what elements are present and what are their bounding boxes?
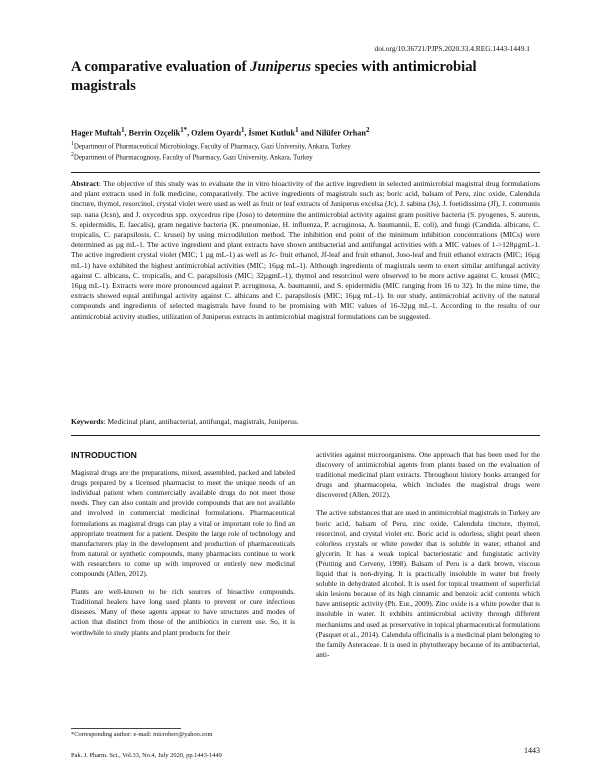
affiliation-mark: 1: [71, 141, 74, 147]
author-name: Ozlem Oyardı: [191, 128, 241, 138]
affiliation-text: Department of Pharmaceutical Microbiology, Faculty of Pharmacy, Gazi University, Ankara, Turkey: [73, 143, 351, 151]
title-suffix: species with antimicrobial magistrals: [71, 59, 477, 94]
body-column-left: [71, 450, 295, 646]
affiliation-text: Department of Pharmacognosy, Faculty of Pharmacy, Gazi University, Ankara, Turkey: [73, 154, 313, 162]
doi-header[interactable]: doi.org/10.36721/PJPS.2020.33.4.REG.1443-1449.1: [374, 44, 530, 53]
author-list: Hager Muftah$^1$, Berrin Ozçelik$^{1*}$, Ozlem Oyardı$^1$, İsmet Kutluk$^1$ and Nilüfer Orhan$^2$: [71, 127, 370, 138]
abstract-text: : The objective of this study was to evaluate the in vitro bioactivity of the active ingredient in selected antimicrobial magistral drug formulations and plant extracts used in folk medicine, comparatively. The active ingredients of magistrals such as; boric acid, balsam of Peru, zinc oxide, Calendula tincture, thymol, resorcinol, crystal violet were used as well as fruit or leaf extracts of Juniperus excelsa (Jc), J. sabina (Js), J. foetidissima (Jf), J. communis ssp. nana (Jcsn), and J. oxycedrus spp. oxycedrus ripe (Joso) to determine the antimicrobial activity against gram positive bacteria (S. pyogenes, S. aureus, S. epidermidis, E. faecalis), gram negative bacteria (K. pneumoniae, H. influenza, P. acruginosa, A. baumannii, E. coli), and fungi (Candida. albicans, C. tropicalis, C. parapsilosis, C. krusei) by using microdilution method. The inhibition end point of the minimum inhibition concentrations (MICs) were determined as µg mL-1. The active ingredient and plant extracts have shown antibacterial and antifungal activities with a MIC values of 1->128µgmL-1. The active ingredient crystal violet (MIC; 1 µg mL-1) as well as Jc- fruit ethanol, Jf-leaf and fruit ethanol, Joso-leaf and fruit ethanol extracts (MIC; 16µg mL-1) have exhibited the highest antimicrobial activities (MIC; 16µg mL-1). Although ingredients of magistrals seem to exert similar antifungal activity against C. albicans, C. tropicalis, and C. parapsilosis (MIC; 32µgmL-1), thymol and resorcinol were observed to be more active against C. krusei (MIC; 16µg mL-1). Extracts were more pronounced against P. acruginosa, A. baumannii, and S. epidermidis (MIC ranging from 16 to 32). In the mine time, the extracts showed equal antifungal activity against C. albicans and C. parapsilosis (MIC; 16µg mL-1). In our study, antimicrobial activity of the natural compounds and ingredients of selected magistrals have found to be promising with MIC values of 16-32µg mL-1. According to the results of our antimicrobial activity studies, utilization of Juniperus extracts in antimicrobial magistral formulations can be suggested.: [71, 179, 540, 321]
section-heading: INTRODUCTION: [71, 450, 137, 460]
journal-citation: Pak. J. Pharm. Sci., Vol.33, No.4, July 2020, pp.1443-1449: [71, 752, 222, 759]
paragraph: Plants are well-known to be rich sources of bioactive compounds. Traditional healers have long used plants to prevent or cure infectious diseases. Many of these agents appear to have structures and modes of action that distinct from those of the antibiotics in current use. So, it is worthwhile to study plants and plant products for their: [71, 587, 295, 637]
keywords-label: Keywords: [71, 417, 104, 426]
author-name: Berrin Ozçelik: [128, 128, 181, 138]
paragraph: Magistral drugs are the preparations, mixed, assembled, packed and labeled drugs prepared by a licensed pharmacist to meet the unique needs of an individual patient when commercially available drugs do not meet those needs. They can also contain and provide compounds that are not available and involved in commercial medicinal formulations. Pharmaceutical formulations as magistral drugs can play a vital or important role to find an appropriate treatment for a patient. Despite the large role of technology and manufacturers play in the development and production of pharmaceuticals from natural or synthetic compounds, many pharmacists continue to work with researchers to come up with improved or entirely new medicinal compounds (Allen, 2012).: [71, 468, 295, 579]
author-name: Hager Muftah: [71, 128, 122, 138]
affiliation: [71, 141, 351, 150]
body-column-right: [316, 450, 540, 668]
author-affiliation-mark: 2: [365, 127, 370, 134]
keywords: [71, 417, 540, 426]
corresponding-author-footnote: *Corresponding author: e-mail: microberr@yahoo.com: [71, 731, 213, 738]
paragraph: activities against microorganisms. One approach that has been used for the discovery of antimicrobial agents from plants based on the evaluation of traditional medicinal plant extracts. Throughout history books arranged for drugs and pharmacopeia, which includes the magistral drugs were discovered (Allen, 2012).: [316, 450, 540, 500]
divider: [71, 172, 540, 173]
divider: [71, 435, 540, 436]
article-title: [71, 58, 541, 96]
author-affiliation-mark: 1: [121, 127, 125, 134]
author-name: İsmet Kutluk: [248, 128, 296, 138]
author-affiliation-mark: 1: [240, 127, 245, 134]
affiliation: [71, 152, 313, 161]
abstract: [71, 179, 540, 322]
paragraph: The active substances that are used in antimicrobial magistrals in Turkey are boric acid, balsam of Peru, zinc oxide, Calendula tincture, thymol, resorcinol, and crystal violet etc. Boric acid is odorless, slight pearl sheen colorless crystals or white powder that is soluble in water, ethanol and glycerin. It has a weak topical bacteriostatic and fungistatic activity (Prutting and Cerveny, 1998). Balsam of Peru is a dark brown, viscous liquid that is non-drying. It is practically insoluble in water but freely soluble in dehydrated alcohol. It is used for topical treatment of superficial skin lesions because of its high cinnamic and benzoic acid contents which have antiseptic activity (Ph. Eur., 2009). Zinc oxide is a white powder that is insoluble in water. It exhibits antimicrobial activity through different mechanisms and used as preservative in topical pharmaceutical formulations (Pasquet et al., 2014). Calendula officinalis is a medicinal plant belonging to the family Asteraceae. It is used in phytotherapy because of its antibacterial, anti-: [316, 508, 540, 659]
keywords-text: : Medicinal plant, antibacterial, antifungal, magistrals, Juniperus.: [103, 417, 299, 426]
abstract-label: Abstract: [71, 179, 99, 188]
title-prefix: A comparative evaluation of: [71, 59, 251, 75]
author-affiliation-mark: 1*: [180, 127, 188, 134]
author-name: Nilüfer Orhan: [315, 128, 366, 138]
footnote-divider: [71, 728, 181, 729]
page-number: 1443: [524, 746, 540, 755]
affiliation-mark: 2: [71, 152, 74, 158]
author-affiliation-mark: 1: [295, 127, 299, 134]
title-genus: Juniperus: [250, 59, 312, 75]
